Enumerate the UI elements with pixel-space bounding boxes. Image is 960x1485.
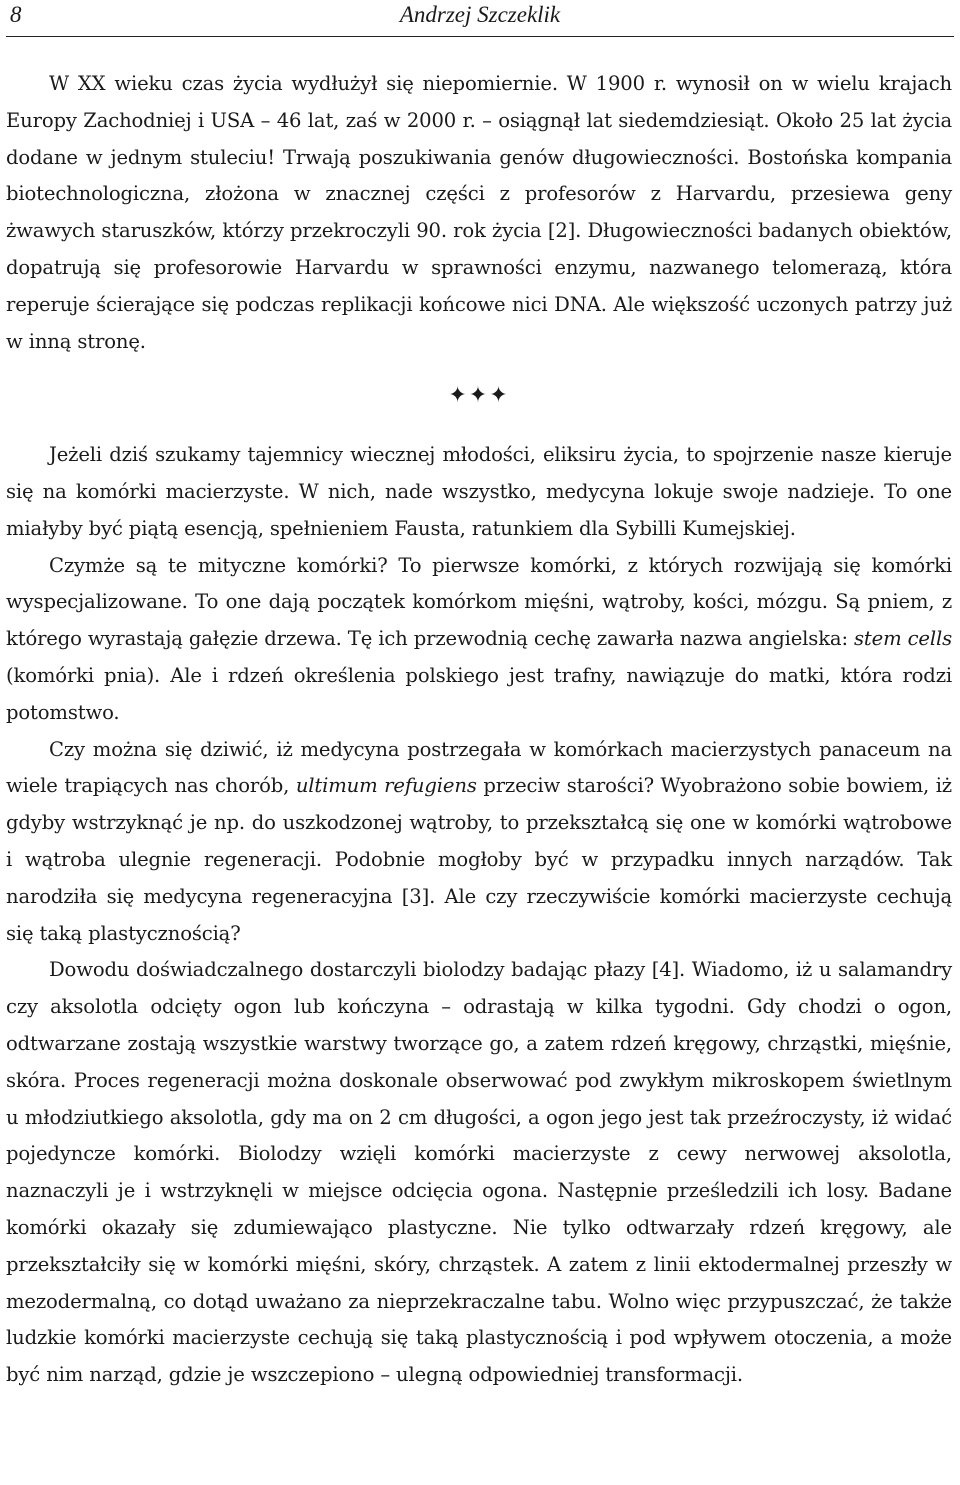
paragraph-4 [6, 732, 952, 953]
paragraph-5: Dowodu doświadczalnego dostarczyli biolodzy badając płazy [4]. Wiadomo, iż u salamandry czy aksolotla odcięty ogon lub kończyna – odrastają w kilka tygodni. Gdy chodzi o ogon, odtwarzane zostają wszystkie warstwy tworzące go, a zatem rdzeń kręgowy, chrząstki, mięśnie, skóra. Proces regeneracji można doskonale obserwować pod zwykłym mikroskopem świetlnym u młodziutkiego aksolotla, gdy ma on 2 cm długości, a ogon jego jest tak przeźroczysty, iż widać pojedyncze komórki. Biolodzy wzięli komórki macierzyste z cewy nerwowej aksolotla, naznaczyli je i wstrzyknęli w miejsce odcięcia ogona. Następnie prześledzili ich losy. Badane komórki okazały się zdumiewająco plastyczne. Nie tylko odtwarzały rdzeń kręgowy, ale przekształciły się w komórki mięśni, skóry, chrząstek. A zatem z linii ektodermalnej przeszły w mezodermalną, co dotąd uważano za nieprzekraczalne tabu. Wolno więc przypuszczać, że także ludzkie komórki macierzyste cechują się taką plastycznością i pod wpływem otoczenia, a może być nim narząd, gdzie je wszczepiono – ulegną odpowiedniej transformacji. [6, 958, 952, 1387]
paragraph-3-tail: (komórki pnia). Ale i rdzeń określenia polskiego jest trafny, nawiązuje do matki, która rodzi potomstwo. [6, 663, 952, 724]
paragraph-4-tail: przeciw starości? Wyobrażono sobie bowiem, iż gdyby wstrzyknąć je np. do uszkodzonej wątroby, to przekształcą się one w komórki wątrobowe i wątroba ulegnie regeneracji. Podobnie mogłoby być w przypadku innych narządów. Tak narodziła się medycyna regeneracyjna [3]. Ale czy rzeczywiście komórki macierzyste cechują się taką plastycznością? [6, 774, 952, 945]
paragraph-4-text: Czy można się dziwić, iż medycyna postrzegała w komórkach macierzystych panaceum na wiele trapiących nas chorób, [6, 737, 952, 798]
running-head-author: Andrzej Szczeklik [399, 2, 561, 27]
separator-ornament: ✦✦✦ [448, 383, 510, 409]
term-ultimum-refugiens: ultimum refugiens [295, 774, 477, 798]
term-stem-cells: stem cells [854, 627, 952, 651]
paragraph-2: Jeżeli dziś szukamy tajemnicy wiecznej młodości, eliksiru życia, to spojrzenie nasze kieruje się na komórki macierzyste. W nich, nade wszystko, medycyna lokuje swoje nadzieje. To one miałyby być piątą esencją, spełnieniem Fausta, ratunkiem dla Sybilli Kumejskiej. [6, 443, 952, 540]
running-header [6, 0, 954, 37]
text-body [6, 66, 952, 1394]
paragraph-3 [6, 548, 952, 732]
paragraph-1: W XX wieku czas życia wydłużył się niepomiernie. W 1900 r. wynosił on w wielu krajach Europy Zachodniej i USA – 46 lat, zaś w 2000 r. – osiągnął lat siedemdziesiąt. Około 25 lat życia dodane w jednym stuleciu! Trwają poszukiwania genów długowieczności. Bostońska kompania biotechnologiczna, złożona w znacznej części z profesorów z Harvardu, przesiewa geny żwawych staruszków, którzy przekroczyli 90. rok życia [2]. Długowieczności badanych obiektów, dopatrują się profesorowie Harvardu w sprawności enzymu, nazwanego telomerazą, która reperuje ścierające się podczas replikacji końcowe nici DNA. Ale większość uczonych patrzy już w inną stronę. [6, 72, 952, 353]
page-number: 8 [10, 2, 22, 27]
paragraph-3-text: Czymże są te mityczne komórki? To pierwsze komórki, z których rozwijają się komórki wyspecjalizowane. To one dają początek komórkom mięśni, wątroby, kości, mózgu. Są pniem, z którego wyrastają gałęzie drzewa. Tę ich przewodnią cechę zawarła nazwa angielska: [6, 553, 952, 651]
section-separator [6, 378, 952, 415]
